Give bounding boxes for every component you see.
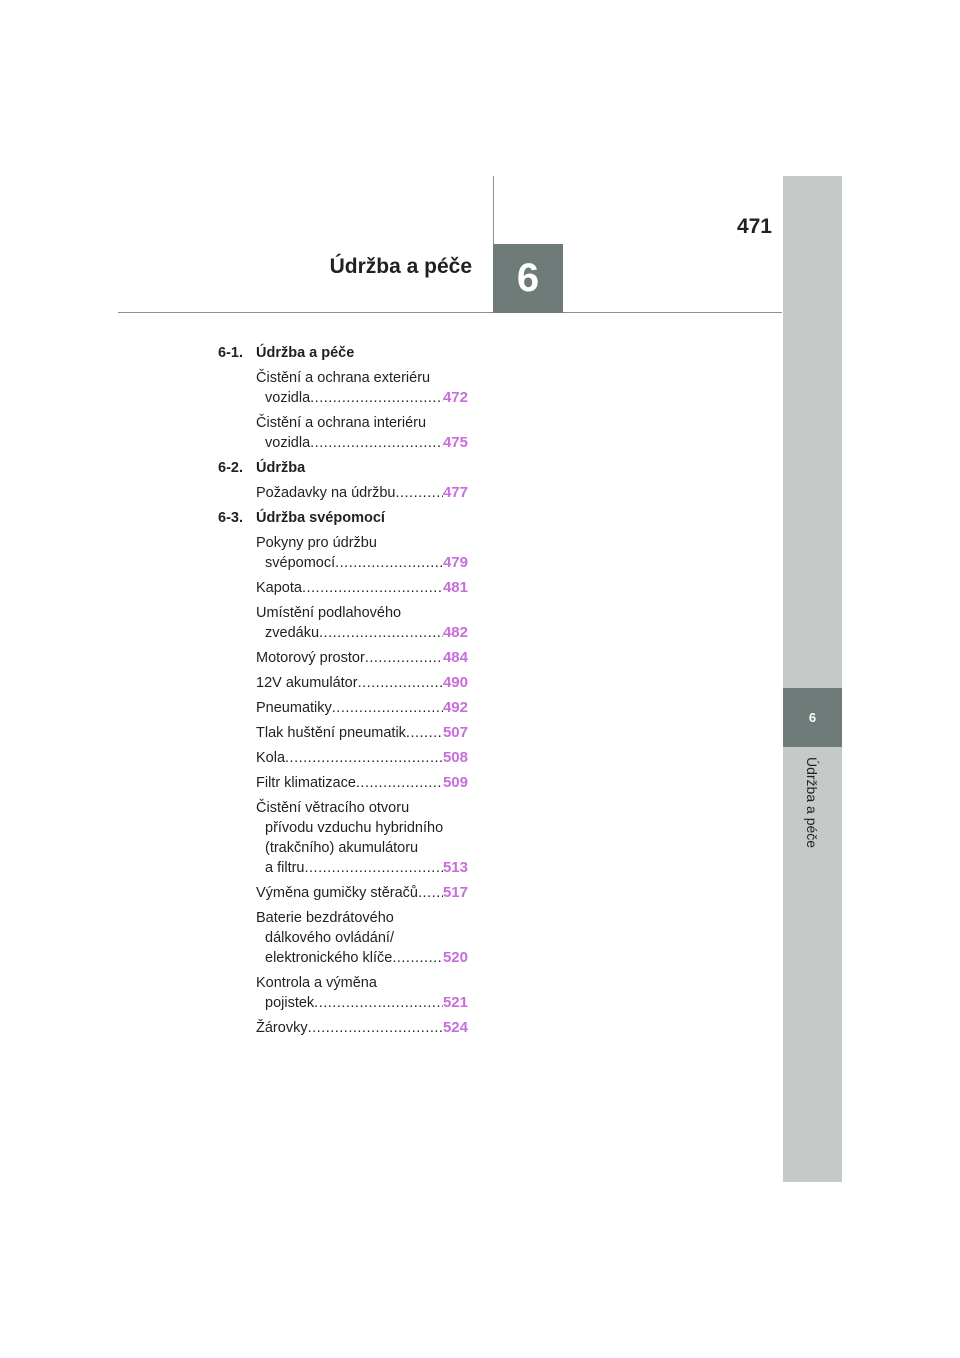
toc-entry[interactable] [256,973,468,1013]
toc-entry-text: Motorový prostor [256,650,365,666]
toc-entry-last-line [256,748,468,768]
toc-entry-text: Pneumatiky [256,700,332,716]
toc-leader-dots [395,483,443,503]
toc-entry[interactable] [256,483,468,503]
toc-section-number: 6-3. [218,510,243,526]
toc-entry-last-line [256,993,468,1013]
toc-leader-dots [356,773,443,793]
toc-page-link[interactable]: 517 [442,884,468,901]
toc-entry-text: přívodu vzduchu hybridního [265,820,444,836]
toc-page-link[interactable]: 508 [442,749,468,766]
toc-entry[interactable] [256,673,468,693]
chapter-number-box: 6 [493,244,563,313]
side-chapter-label-box [783,757,842,887]
toc-entry-text: pojistek [265,995,315,1011]
toc-page-link[interactable]: 509 [442,774,468,791]
page-number: 471 [736,215,772,238]
toc-entry-text: Tlak huštění pneumatik [256,725,406,741]
toc-entry-text: Kontrola a výměna [256,975,377,991]
toc-entry-text: Baterie bezdrátového [256,910,394,926]
toc-section-heading [218,508,468,528]
toc-leader-dots [319,623,443,643]
toc-leader-dots [358,673,443,693]
toc-entry-last-line [256,483,468,503]
toc-entry-last-line [256,388,468,408]
toc-section-title: Údržba a péče [256,345,355,361]
toc-entry-last-line [256,948,468,968]
toc-entry-last-line [256,673,468,693]
toc-entry-last-line [256,883,468,903]
toc-entry[interactable] [256,648,468,668]
toc-entry-text: dálkového ovládání/ [265,930,394,946]
toc-section-heading [218,458,468,478]
toc-entry-text: zvedáku [265,625,320,641]
toc-entry-text: vozidla [265,435,311,451]
header-horizontal-rule [118,312,782,313]
toc-page-link[interactable]: 475 [442,434,468,451]
toc-page-link[interactable]: 521 [442,994,468,1011]
toc-page-link[interactable]: 490 [442,674,468,691]
toc-leader-dots [392,948,443,968]
toc-page-link[interactable]: 472 [442,389,468,406]
toc-entry-text: vozidla [265,390,311,406]
toc-entry[interactable] [256,698,468,718]
toc-entry-text: Pokyny pro údržbu [256,535,377,551]
toc-entry-text: a filtru [265,860,305,876]
toc-page-link[interactable]: 482 [442,624,468,641]
toc-entry-last-line [256,553,468,573]
toc-entry-last-line [256,773,468,793]
toc-leader-dots [406,723,443,743]
toc-leader-dots [302,578,443,598]
toc-page-link[interactable]: 520 [442,949,468,966]
table-of-contents [218,343,468,1043]
side-chapter-label: Údržba a péče [804,757,820,849]
toc-entry[interactable] [256,603,468,643]
toc-entry-text: Kapota [256,580,302,596]
toc-entry[interactable] [256,413,468,453]
toc-entry[interactable] [256,368,468,408]
side-chapter-tab[interactable]: 6 [783,688,842,747]
toc-leader-dots [332,698,443,718]
toc-leader-dots [305,858,443,878]
toc-entry-last-line [256,858,468,878]
toc-entry[interactable] [256,723,468,743]
toc-entry[interactable] [256,748,468,768]
toc-entry-last-line [256,698,468,718]
toc-leader-dots [285,748,443,768]
toc-entry[interactable] [256,908,468,968]
toc-entry-last-line [256,578,468,598]
chapter-title: Údržba a péče [329,255,472,278]
toc-entry-last-line [256,623,468,643]
toc-entry[interactable] [256,1018,468,1038]
toc-leader-dots [314,993,443,1013]
toc-page-link[interactable]: 513 [442,859,468,876]
toc-entry-text: Čistění větracího otvoru [256,800,410,816]
toc-page-link[interactable]: 484 [442,649,468,666]
toc-entry-last-line [256,723,468,743]
toc-entry-text: Umístění podlahového [256,605,402,621]
toc-page-link[interactable]: 524 [442,1019,468,1036]
toc-entry-last-line [256,648,468,668]
toc-leader-dots [308,1018,443,1038]
toc-entry-text: Filtr klimatizace [256,775,356,791]
toc-page-link[interactable]: 481 [442,579,468,596]
toc-entry[interactable] [256,883,468,903]
toc-leader-dots [310,388,443,408]
toc-entry-text: elektronického klíče [265,950,393,966]
toc-entry-text: Kola [256,750,286,766]
toc-entry[interactable] [256,773,468,793]
toc-entry[interactable] [256,798,468,878]
toc-entry-text: Požadavky na údržbu [256,485,396,501]
toc-page-link[interactable]: 479 [442,554,468,571]
toc-entry-text: Čistění a ochrana exteriéru [256,370,431,386]
header-vertical-rule [493,176,494,244]
toc-entry-text: Žárovky [256,1020,308,1036]
toc-page-link[interactable]: 507 [442,724,468,741]
toc-entry-last-line [256,1018,468,1038]
toc-leader-dots [310,433,443,453]
toc-section-title: Údržba [256,460,306,476]
toc-entry-text: 12V akumulátor [256,675,358,691]
toc-entry-last-line [256,433,468,453]
toc-entry[interactable] [256,533,468,573]
toc-entry[interactable] [256,578,468,598]
toc-entry-text: (trakčního) akumulátoru [265,840,419,856]
side-strip [783,176,842,1182]
toc-section-number: 6-1. [218,345,243,361]
toc-leader-dots [418,883,443,903]
toc-page-link[interactable]: 477 [442,484,468,501]
toc-entry-text: Výměna gumičky stěračů [256,885,418,901]
toc-entry-text: svépomocí [265,555,336,571]
toc-section-heading [218,343,468,363]
toc-section-number: 6-2. [218,460,243,476]
toc-leader-dots [365,648,443,668]
toc-section-title: Údržba svépomocí [256,510,385,526]
toc-page-link[interactable]: 492 [442,699,468,716]
toc-entry-text: Čistění a ochrana interiéru [256,415,427,431]
toc-leader-dots [335,553,443,573]
